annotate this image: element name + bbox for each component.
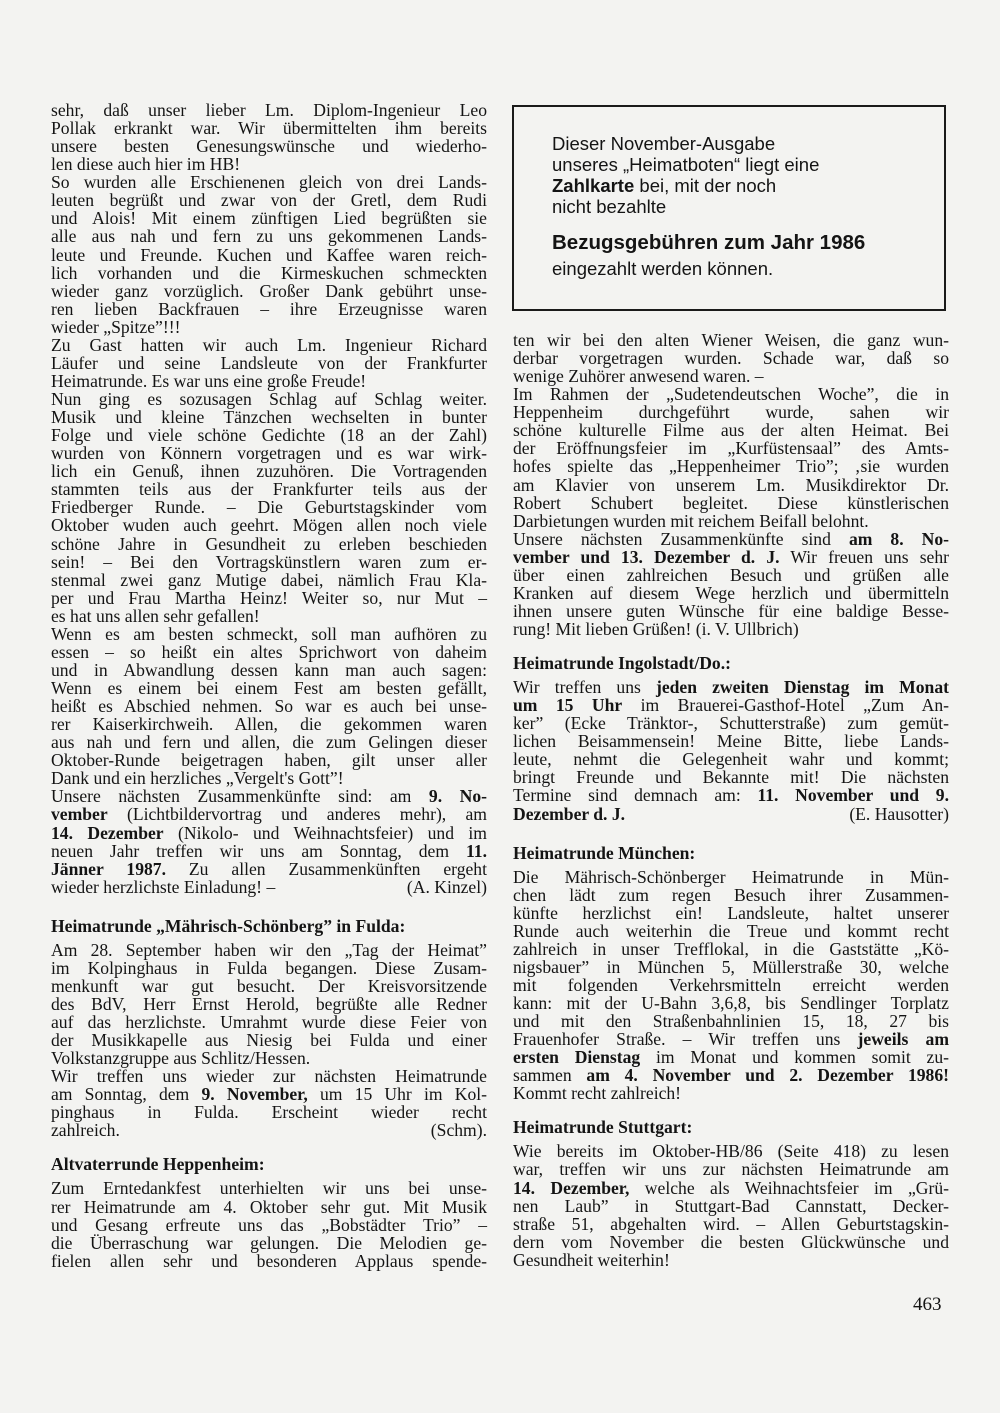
paragraph: [51, 787, 487, 895]
text-line: lich vorhanden und die Kirmeskuchen schmeckten: [51, 262, 487, 283]
text-line: [513, 1179, 949, 1197]
text-line: zahlreich in unser Trefflokal, in die Gaststätte „Kö-: [513, 938, 949, 959]
text-line: ker” (Ecke Tränktor-, Schutterstraße) zum gemüt-: [513, 713, 949, 734]
paragraph: [51, 101, 487, 173]
author-signature: (Schm).: [430, 1120, 487, 1141]
text-line: ihnen unsere guten Wünsche für eine baldige Besse-: [513, 600, 949, 621]
paragraph: [513, 868, 949, 1103]
section-heading: Heimatrunde „Mährisch-Schönberg” in Fulda:: [51, 915, 406, 936]
text-line: mit folgenden Verkehrsmitteln erreicht werden: [513, 974, 949, 995]
bold-text: jeweils am: [857, 1029, 949, 1050]
paragraph: [513, 1142, 949, 1268]
text-line: hofes spielte das „Heppenheimer Trio”; ‚sie wurden: [513, 456, 949, 477]
text-line: Robert Schubert begleitet. Diese künstlerischen: [513, 492, 949, 513]
text-line: nigsbauer” in München 5, Müllerstraße 30, welche: [513, 956, 949, 977]
text-line: dern vom November die besten Glückwünsche und: [513, 1231, 949, 1252]
text-line: ten wir bei den alten Wiener Weisen, die ganz wun-: [513, 330, 949, 350]
text-line: [513, 548, 949, 566]
text-segment: Unsere nächsten Zusammenkünfte sind: [513, 528, 849, 549]
text-line: Runde auch weiterhin die Treue und kommt recht: [513, 920, 949, 941]
text-segment: Frauenhofer Straße. – Wir treffen uns: [513, 1029, 858, 1050]
text-line: Darbietungen wurden mit reichem Beifall belohnt.: [513, 510, 869, 531]
notice-text: bei, mit der noch: [634, 175, 777, 196]
text-line: [513, 678, 949, 696]
text-line: Wir treffen uns wieder zur nächsten Heimatrunde: [51, 1066, 487, 1087]
text-line: straße 51, abgehalten wird. – Allen Geburtstagskin-: [513, 1213, 949, 1234]
text-line: [51, 805, 487, 823]
text-line: des BdV, Herr Ernst Herold, begrüßte alle Redner: [51, 993, 487, 1014]
text-line: Friedberger Runde. – Die Geburtstagskinder vom: [51, 497, 487, 518]
text-segment: Zu allen Zusammenkünften ergeht: [165, 858, 487, 879]
text-line: Oktober-Runde beigetragen haben, gilt unser aller: [51, 750, 487, 771]
text-line: wurden von Könnern vorgetragen und es war wirk-: [51, 443, 487, 464]
text-line: Nun ging es sozusagen Schlag auf Schlag weiter.: [51, 389, 487, 409]
text-line: len diese auch hier im HB!: [51, 154, 241, 175]
payment-notice-box: [512, 105, 946, 311]
section-heading: Heimatrunde München:: [513, 842, 696, 863]
text-line: Die Mährisch-Schönberger Heimatrunde in Mün-: [513, 866, 949, 887]
author-signature: (E. Hausotter): [849, 803, 949, 824]
text-line: Pollak erkrankt war. Wir übermittelten ihm bereits: [51, 118, 487, 139]
notice-highlight: Bezugsgebühren zum Jahr 1986: [552, 231, 866, 254]
text-line: Musik und kleine Tänzchen wechselten in bunter: [51, 407, 487, 428]
text-line: rer Kaiserkirchweih. Allen, die gekommen waren: [51, 714, 487, 735]
text-line: Folge und viele schöne Gedichte (18 an der Zahl): [51, 425, 487, 446]
bold-text: 11.: [465, 840, 487, 861]
text-line: nen Laub” in Stuttgart-Bad Cannstatt, Decker-: [513, 1195, 949, 1216]
text-line: und Gesang erfreute uns das „Bobstädter Trio” –: [51, 1214, 487, 1235]
text-line: Heppenheim durchgeführt wurde, sahen wir: [513, 402, 949, 423]
bold-text: ersten Dienstag: [513, 1047, 641, 1068]
author-signature: (A. Kinzel): [406, 876, 487, 897]
bold-text: 9. November,: [201, 1084, 308, 1105]
text-line: im Kolpinghaus in Fulda begangen. Diese Zusam-: [51, 957, 487, 978]
text-line: fielen allen sehr und besonderen Applaus spende-: [51, 1250, 487, 1271]
text-line: und Alois! Mit einem zünftigen Lied begrüßten sie: [51, 208, 487, 229]
text-line: [51, 860, 487, 878]
bold-text: vember: [51, 804, 108, 825]
text-line: unsere besten Genesungswünsche und wiederho-: [51, 136, 487, 157]
text-line: [51, 1085, 487, 1103]
text-segment: Termine sind demnach am:: [513, 785, 758, 806]
text-segment: im Monat und kommen somit zu-: [640, 1047, 949, 1068]
text-segment: neuen Jahr treffen wir uns am Sonntag, dem: [51, 840, 466, 861]
text-line: Im Rahmen der „Sudetendeutschen Woche”, die in: [513, 384, 949, 405]
text-line: lich ein Genuß, ihnen zuzuhören. Die Vortragenden: [51, 461, 487, 482]
text-line: per und Frau Martha Heinz! Weiter so, nur Mut –: [51, 587, 487, 608]
text-segment: im Brauerei-Gasthof-Hotel „Zum An-: [622, 695, 949, 716]
notice-text: Dieser November-Ausgabe: [552, 133, 776, 154]
bold-text: 9. No-: [428, 786, 487, 807]
notice-bold-text: Zahlkarte: [552, 175, 635, 196]
text-line: kann: mit der U-Bahn 3,6,8, bis Sendlinger Torplatz: [513, 993, 949, 1013]
text-line: stenmal zwei ganz Mutige dabei, nämlich Frau Kla-: [51, 569, 487, 590]
notice-line: [552, 176, 776, 197]
text-line: schöne kulturelle Filme aus der alten Heimat. Bei: [513, 420, 949, 441]
text-line: der Eröffnungsfeier im „Kurfüstensaal” des Amts-: [513, 438, 949, 459]
notice-text: unseres „Heimatboten“ liegt eine: [552, 154, 820, 175]
bold-text: 14. Dezember: [51, 822, 164, 843]
text-line: ren lieben Backfrauen – ihre Erzeugnisse waren: [51, 298, 487, 319]
bold-text: 11. November und 9.: [757, 785, 949, 806]
paragraph: [51, 941, 487, 1067]
paragraph: [51, 1067, 487, 1139]
text-line: heißt es Abschied nehmen. So war es auch bei unse-: [51, 696, 487, 717]
text-line: [513, 1066, 949, 1084]
text-line: künfte herzlichst ein! Landsleute, haltet unserer: [513, 902, 949, 923]
text-line: der Musikkapelle aus Niesig bei Fulda und einer: [51, 1030, 487, 1051]
right-column: [513, 331, 949, 1269]
notice-line: [552, 134, 775, 155]
paragraph: [51, 336, 487, 390]
text-line: [51, 787, 487, 805]
text-segment: Unsere nächsten Zusammenkünfte sind: am: [51, 786, 429, 807]
notice-line: [552, 155, 819, 176]
paragraph: [513, 385, 949, 530]
text-line: Dank und ein herzliches „Vergelt's Gott”!: [51, 768, 344, 789]
text-line: Zum Erntedankfest unterhielten wir uns bei unse-: [51, 1178, 487, 1199]
text-line: Oktober wuden auch geehrt. Mögen allen noch viele: [51, 515, 487, 536]
text-segment: (Lichtbildervortrag und anderes mehr), am: [107, 804, 487, 825]
section-heading: Altvaterrunde Heppenheim:: [51, 1154, 265, 1175]
paragraph: [513, 678, 949, 823]
text-segment: Wir treffen uns: [513, 677, 656, 698]
text-line: aus nah und fern und allen, die zum Gelingen dieser: [51, 732, 487, 753]
text-segment: sammen: [513, 1065, 587, 1086]
section-heading: Heimatrunde Stuttgart:: [513, 1117, 693, 1138]
text-line: auf das herzlichste. Umrahmt wurde diese Feier von: [51, 1012, 487, 1032]
text-line: Heimatrunde. Es war uns eine große Freude!: [51, 370, 367, 391]
text-line: essen – so heißt ein altes Sprichwort von daheim: [51, 641, 487, 662]
text-line: [51, 824, 487, 842]
bold-text: am 8. No-: [848, 528, 949, 549]
text-line: wieder ganz vorzüglich. Großer Dank gebührt unse-: [51, 280, 487, 301]
bold-text: um 15 Uhr: [513, 695, 623, 716]
text-line: leute und Freunde. Kuchen und Kaffee waren reich-: [51, 244, 487, 265]
text-segment: welche als Weihnachtsfeier im „Grü-: [629, 1177, 949, 1198]
text-segment: (Nikolo- und Weihnachtsfeier) und im: [163, 822, 487, 843]
section-heading: Heimatrunde Ingolstadt/Do.:: [513, 653, 731, 674]
text-segment: zahlreich.: [51, 1120, 120, 1141]
text-segment: am Sonntag, dem: [51, 1084, 202, 1105]
text-line: Läufer und seine Landsleute von der Frankfurter: [51, 352, 487, 373]
text-line: [513, 1030, 949, 1048]
text-line: lichen Beisammensein! Meine Bitte, liebe Lands-: [513, 731, 949, 752]
text-line: leuten begrüßt und zwar von der Gretl, dem Rudi: [51, 190, 487, 211]
text-line: rung! Mit lieben Grüßen! (i. V. Ullbrich): [513, 619, 799, 639]
page-number: 463: [913, 1294, 942, 1315]
text-line: stammten teils aus der Frankfurter teils aus der: [51, 479, 487, 500]
paragraph: [51, 173, 487, 336]
paragraph: [513, 530, 949, 638]
text-line: leute, nehmt die Gelegenheit wahr und kommt;: [513, 749, 949, 770]
text-segment: um 15 Uhr im Kol-: [307, 1084, 487, 1105]
text-line: pinghaus in Fulda. Erscheint wieder recht: [51, 1102, 487, 1123]
text-line: [513, 786, 949, 804]
text-line: Wie bereits im Oktober-HB/86 (Seite 418) zu lesen: [513, 1141, 949, 1162]
text-line: [513, 530, 949, 548]
text-line: Volkstanzgruppe aus Schlitz/Hessen.: [51, 1048, 311, 1069]
paragraph: [513, 331, 949, 385]
text-line: Gesundheit weiterhin!: [513, 1249, 670, 1270]
text-line: sehr, daß unser lieber Lm. Diplom-Ingenieur Leo: [51, 100, 487, 120]
paragraph: [51, 1179, 487, 1269]
text-line: Kommt recht zahlreich!: [513, 1083, 682, 1104]
text-line: und in Abwandlung dessen kann man auch sagen:: [51, 659, 487, 680]
text-line: bringt Freunde und Bekannte mit! Die nächsten: [513, 767, 949, 788]
text-line: Zu Gast hatten wir auch Lm. Ingenieur Richard: [51, 334, 487, 355]
bold-text: am 4. November und 2. Dezember 1986!: [586, 1065, 949, 1086]
text-line: menkunft war gut besucht. Der Kreisvorsitzende: [51, 975, 487, 996]
text-line: war, treffen wir uns zur nächsten Heimatrunde am: [513, 1159, 949, 1180]
text-line: am Klavier von unserem Lm. Musikdirektor Dr.: [513, 474, 949, 495]
text-line: [513, 696, 949, 714]
bold-text: 14. Dezember,: [513, 1177, 630, 1198]
bold-text: jeden zweiten Dienstag im Monat: [655, 677, 949, 698]
text-line: wenige Zuhörer anwesend waren. –: [513, 366, 764, 387]
text-line: wieder „Spitze”!!!: [51, 316, 181, 337]
text-line: [513, 1048, 949, 1066]
text-line: und mit den Straßenbahnlinien 15, 18, 27 bis: [513, 1011, 949, 1032]
text-line: rer Heimatrunde am 4. Oktober sehr gut. Mit Musik: [51, 1196, 487, 1217]
text-line: derbar vorgetragen wurden. Schade war, daß so: [513, 348, 949, 369]
bold-text: Jänner 1987.: [51, 858, 166, 879]
text-line: Wenn es einem bei einem Fest am besten gefällt,: [51, 678, 487, 698]
text-segment: wieder herzlichste Einladung! –: [51, 876, 276, 897]
notice-text: nicht bezahlte: [552, 196, 667, 217]
text-line: die Überraschung war gelungen. Die Melodien ge-: [51, 1232, 487, 1253]
text-segment: Wir freuen uns sehr: [779, 546, 950, 567]
paragraph: [51, 625, 487, 788]
text-line: [51, 878, 487, 896]
text-line: [513, 805, 949, 823]
paragraph: [51, 390, 487, 625]
text-line: chen lädt zum regen Besuch ihrer Zusammen-: [513, 884, 949, 905]
left-column: [51, 101, 487, 1270]
notice-line: [552, 197, 666, 218]
bold-text: vember und 13. Dezember d. J.: [513, 546, 780, 567]
text-line: schöne Jahre in Gesundheit zu erleben beschieden: [51, 533, 487, 554]
text-line: über einen zahlreichen Besuch und grüßen alle: [513, 564, 949, 585]
text-line: Kranken auf diesem Wege herzlich und übermitteln: [513, 582, 949, 603]
text-line: [51, 1121, 487, 1139]
text-line: So wurden alle Erschienenen gleich von drei Lands-: [51, 172, 487, 193]
text-line: [51, 842, 487, 860]
bold-text: Dezember d. J.: [513, 803, 626, 824]
text-line: Am 28. September haben wir den „Tag der Heimat”: [51, 939, 487, 960]
text-line: alle aus nah und fern zu uns gekommenen Lands-: [51, 226, 487, 247]
notice-closing: eingezahlt werden können.: [552, 258, 774, 279]
text-line: Wenn es am besten schmeckt, soll man aufhören zu: [51, 623, 487, 644]
text-line: sein! – Bei den Vortragskünstlern waren zum er-: [51, 551, 487, 572]
text-line: es hat uns allen sehr gefallen!: [51, 605, 260, 626]
